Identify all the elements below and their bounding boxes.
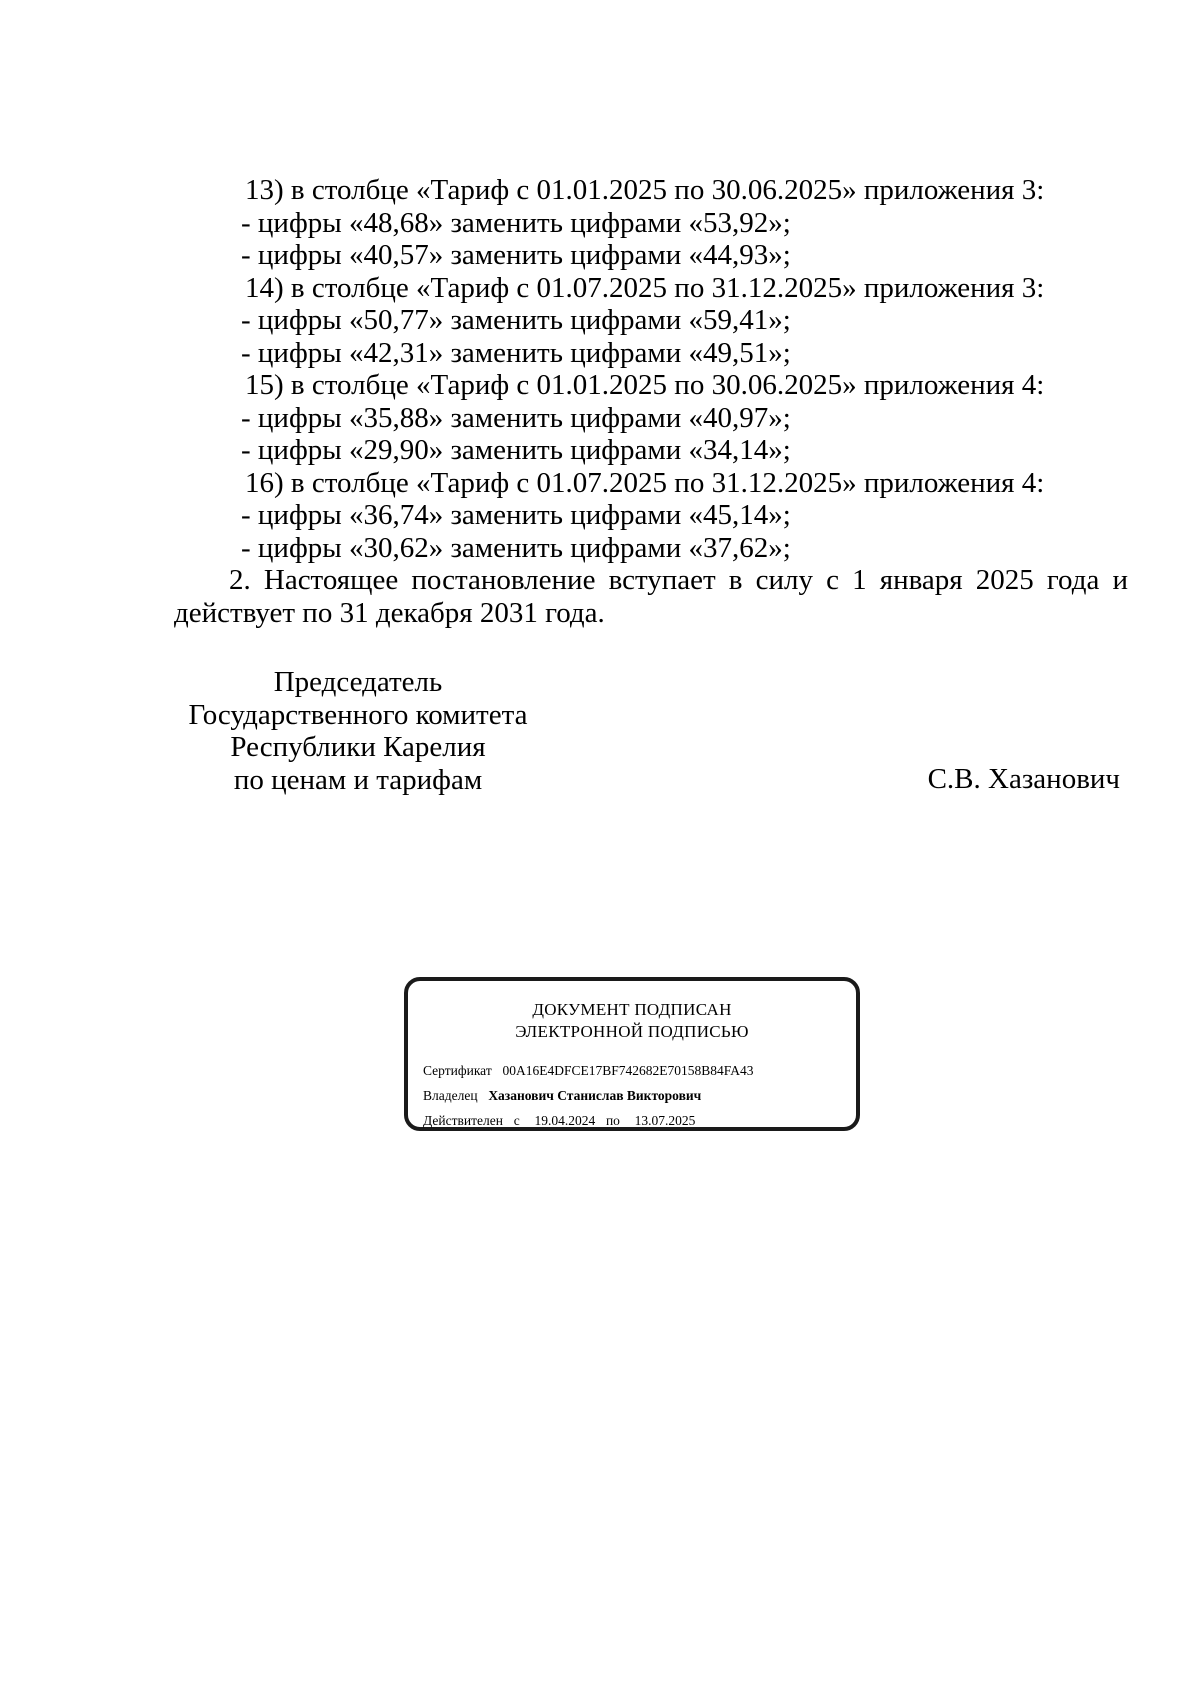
stamp-certificate-row bbox=[423, 1058, 754, 1083]
owner-label: Владелец bbox=[423, 1088, 478, 1103]
position-line: Председатель bbox=[273, 666, 443, 698]
valid-from-prefix: с bbox=[513, 1113, 520, 1128]
amendment-heading: 15) в столбце «Тариф с 01.01.2025 по 30.06.2025» приложения 4: bbox=[245, 369, 1045, 401]
signatory-position bbox=[168, 666, 548, 796]
valid-label: Действителен bbox=[423, 1113, 503, 1128]
signatory-name: С.В. Хазанович bbox=[927, 763, 1120, 795]
amendment-heading: 13) в столбце «Тариф с 01.01.2025 по 30.06.2025» приложения 3: bbox=[245, 174, 1045, 206]
replacement-line: - цифры «35,88» заменить цифрами «40,97»; bbox=[241, 401, 791, 434]
certificate-value: 00A16E4DFCE17BF742682E70158B84FA43 bbox=[502, 1063, 754, 1078]
stamp-details bbox=[423, 1058, 754, 1133]
replacement-line: - цифры «50,77» заменить цифрами «59,41»; bbox=[241, 304, 791, 336]
amendment-heading: 14) в столбце «Тариф с 01.07.2025 по 31.12.2025» приложения 3: bbox=[245, 271, 1045, 304]
position-line: по ценам и тарифам bbox=[233, 763, 483, 796]
stamp-owner-row bbox=[423, 1083, 754, 1108]
amendment-item bbox=[174, 272, 1128, 370]
owner-value: Хазанович Станислав Викторович bbox=[488, 1088, 702, 1103]
stamp-title-line: ЭЛЕКТРОННОЙ ПОДПИСЬЮ bbox=[515, 1022, 749, 1041]
replacement-line: - цифры «48,68» заменить цифрами «53,92»; bbox=[241, 206, 791, 239]
amendment-heading: 16) в столбце «Тариф с 01.07.2025 по 31.12.2025» приложения 4: bbox=[245, 466, 1045, 499]
amendment-item bbox=[174, 467, 1128, 565]
amendment-item bbox=[174, 174, 1128, 272]
stamp-validity-row bbox=[423, 1108, 754, 1133]
valid-to-date: 13.07.2025 bbox=[634, 1113, 696, 1128]
electronic-signature-stamp bbox=[404, 977, 860, 1131]
amendment-item bbox=[174, 369, 1128, 467]
position-line: Республики Карелия bbox=[230, 731, 486, 763]
replacement-line: - цифры «36,74» заменить цифрами «45,14»; bbox=[241, 499, 791, 531]
replacement-line: - цифры «42,31» заменить цифрами «49,51»; bbox=[241, 336, 791, 369]
valid-from-date: 19.04.2024 bbox=[534, 1113, 596, 1128]
replacement-line: - цифры «30,62» заменить цифрами «37,62»; bbox=[241, 531, 791, 564]
stamp-title bbox=[408, 999, 856, 1043]
replacement-line: - цифры «29,90» заменить цифрами «34,14»; bbox=[241, 434, 791, 466]
stamp-title-line: ДОКУМЕНТ ПОДПИСАН bbox=[532, 1000, 732, 1019]
amendments-list bbox=[174, 174, 1128, 629]
position-line: Государственного комитета bbox=[188, 698, 528, 731]
certificate-label: Сертификат bbox=[423, 1063, 492, 1078]
replacement-line: - цифры «40,57» заменить цифрами «44,93»; bbox=[241, 239, 791, 271]
valid-to-prefix: по bbox=[605, 1113, 620, 1128]
effective-date-paragraph: 2. Настоящее постановление вступает в силу с 1 января 2025 года и действует по 31 декабря 2031 года. bbox=[174, 564, 1128, 629]
